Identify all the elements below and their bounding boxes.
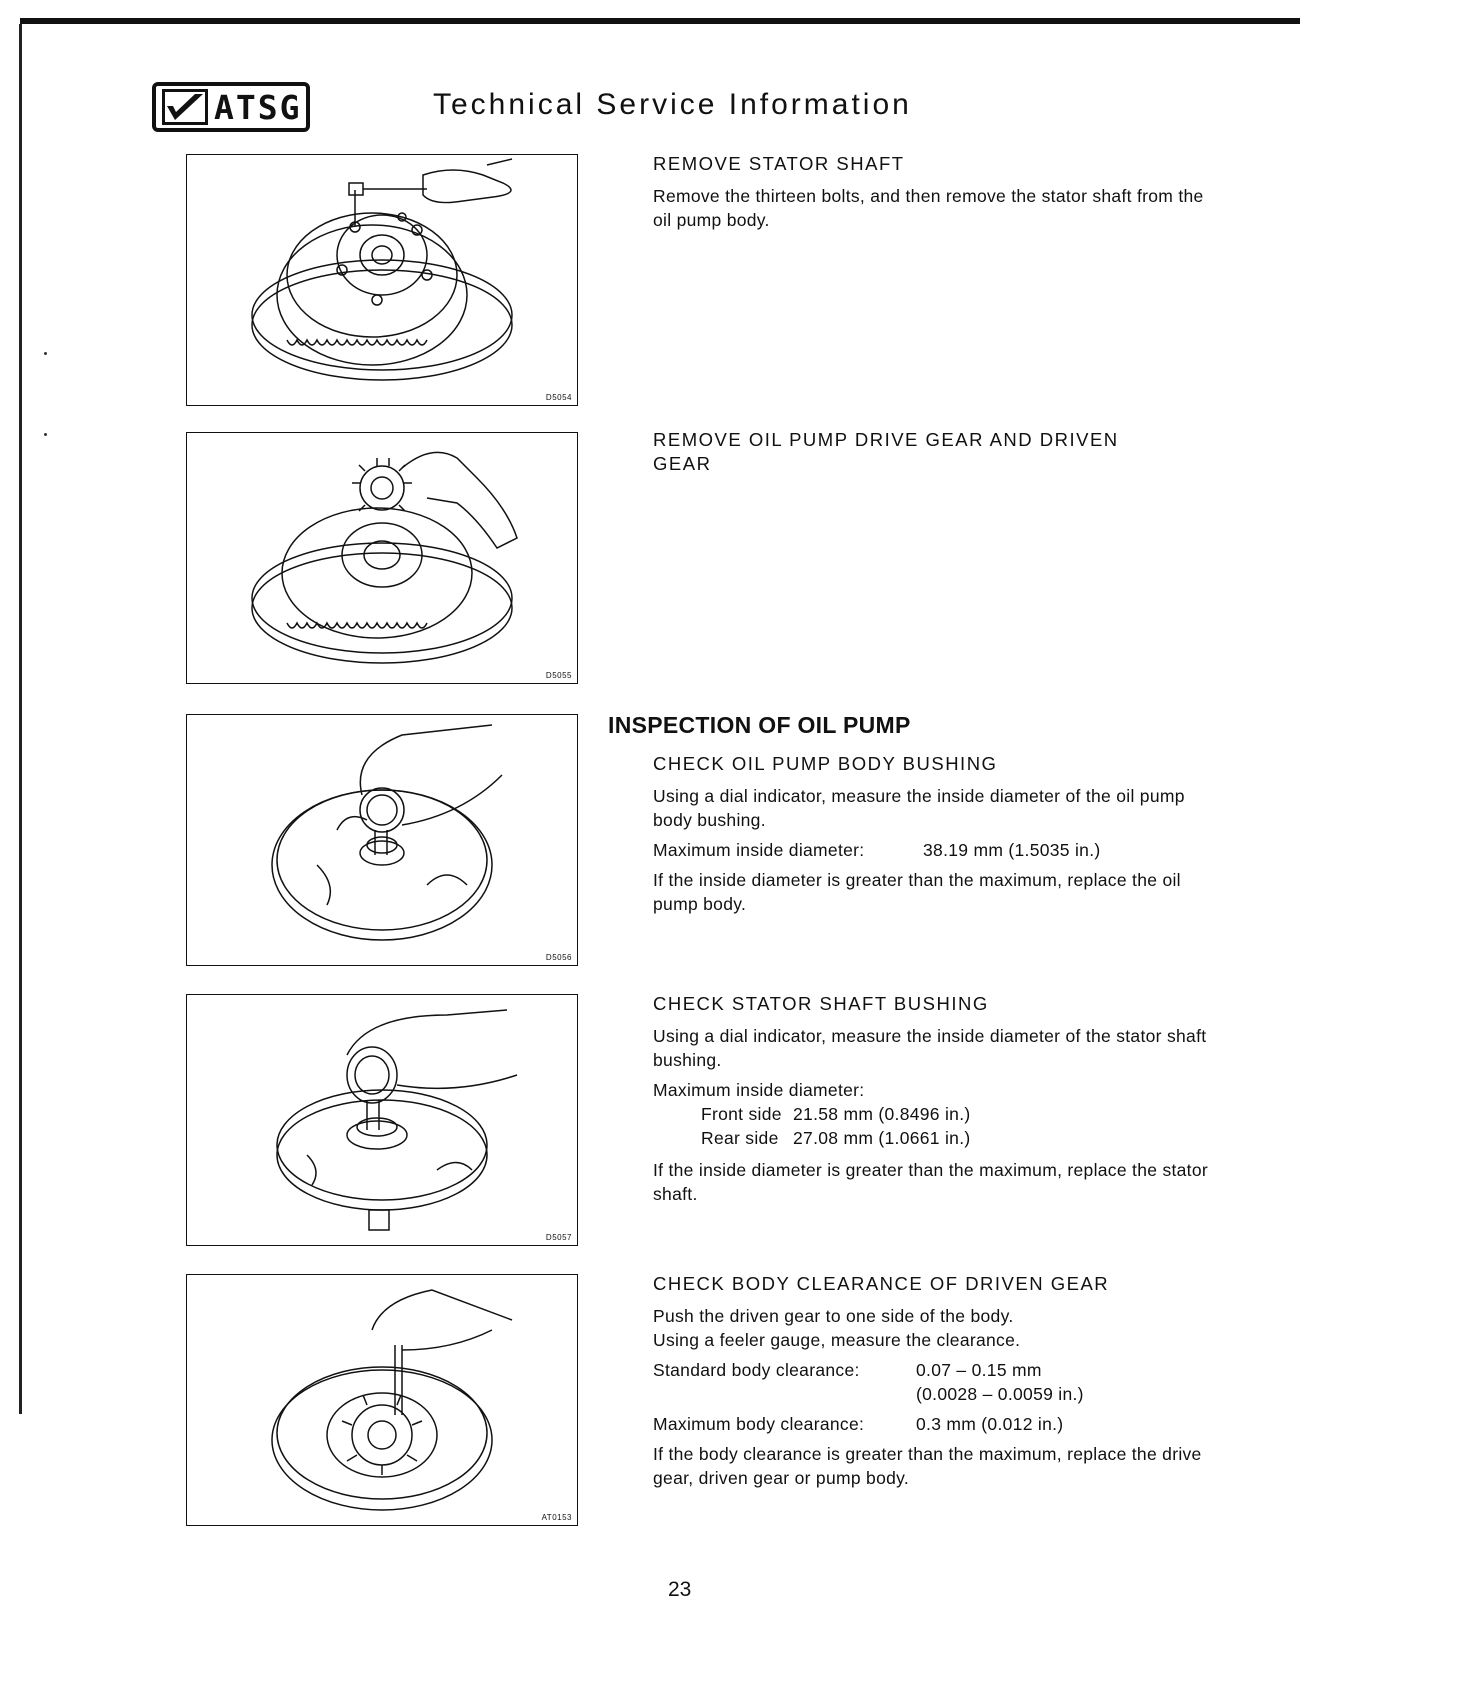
- spec-value: 38.19 mm (1.5035 in.): [923, 840, 1101, 860]
- left-rule: [19, 24, 22, 1414]
- spec-label: Maximum inside diameter:: [653, 840, 865, 860]
- note-check-clearance: If the body clearance is greater than the maximum, replace the drive gear, driven gear or pump body.: [653, 1444, 1202, 1488]
- section-remove-stator: [653, 152, 1213, 238]
- section-check-body-bushing: [653, 752, 1213, 922]
- page-number: 23: [668, 1578, 692, 1601]
- spec-rear-value: 27.08 mm (1.0661 in.): [793, 1128, 971, 1148]
- section-check-stator-bushing: [653, 992, 1213, 1212]
- scan-speck: [44, 433, 47, 436]
- para-check-stator-bushing: Using a dial indicator, measure the inside diameter of the stator shaft bushing.: [653, 1026, 1207, 1070]
- spec-row-front-side: [653, 1102, 1213, 1126]
- heading-check-body-bushing: CHECK OIL PUMP BODY BUSHING: [653, 753, 998, 774]
- scan-speck: [44, 352, 47, 355]
- heading-check-stator-bushing: CHECK STATOR SHAFT BUSHING: [653, 993, 989, 1014]
- note-check-body-bushing: If the inside diameter is greater than the maximum, replace the oil pump body.: [653, 870, 1181, 914]
- page-title: Technical Service Information: [433, 88, 912, 121]
- figure-code: D5055: [545, 671, 572, 680]
- figure-remove-stator: [186, 154, 578, 406]
- spec-row-rear-side: [653, 1126, 1213, 1150]
- feeler-gauge-driven-gear-icon: [187, 1275, 577, 1525]
- spec-front-label: Front side: [701, 1104, 782, 1124]
- oil-pump-stator-bolts-icon: [187, 155, 577, 405]
- spec-row-max-diameter: [653, 838, 1213, 862]
- spec-label: Maximum inside diameter:: [653, 1080, 865, 1100]
- checkmark-icon: [162, 89, 208, 125]
- para-check-body-bushing: Using a dial indicator, measure the inside diameter of the oil pump body bushing.: [653, 786, 1185, 830]
- spec-front-value: 21.58 mm (0.8496 in.): [793, 1104, 971, 1124]
- figure-code: D5054: [545, 393, 572, 402]
- spec-row-maximum: [653, 1412, 1213, 1436]
- para-check-clearance-1: Push the driven gear to one side of the body.: [653, 1306, 1014, 1326]
- para-remove-stator: Remove the thirteen bolts, and then remove the stator shaft from the oil pump body.: [653, 186, 1204, 230]
- section-check-clearance: [653, 1272, 1213, 1496]
- section-title-inspection: INSPECTION OF OIL PUMP: [608, 712, 911, 738]
- heading-check-clearance: CHECK BODY CLEARANCE OF DRIVEN GEAR: [653, 1273, 1110, 1294]
- section-remove-gears: [653, 428, 1213, 484]
- note-check-stator-bushing: If the inside diameter is greater than the maximum, replace the stator shaft.: [653, 1160, 1209, 1204]
- spec-rear-label: Rear side: [701, 1128, 779, 1148]
- dial-indicator-stator-shaft-icon: [187, 995, 577, 1245]
- logo-text: ATSG: [214, 87, 302, 127]
- figure-remove-gears: [186, 432, 578, 684]
- figure-code: AT0153: [541, 1513, 572, 1522]
- figure-body-bushing: [186, 714, 578, 966]
- spec-max-value: 0.3 mm (0.012 in.): [916, 1414, 1064, 1434]
- figure-stator-bushing: [186, 994, 578, 1246]
- figure-code: D5056: [545, 953, 572, 962]
- figure-code: D5057: [545, 1233, 572, 1242]
- spec-row-standard-inches: [653, 1382, 1213, 1406]
- dial-indicator-pump-body-icon: [187, 715, 577, 965]
- spec-row-standard: [653, 1358, 1213, 1382]
- spec-std-label: Standard body clearance:: [653, 1360, 860, 1380]
- heading-remove-gears-line2: GEAR: [653, 453, 712, 474]
- figure-clearance: [186, 1274, 578, 1526]
- heading-remove-stator: REMOVE STATOR SHAFT: [653, 153, 905, 174]
- atsg-logo: [152, 82, 310, 132]
- top-rule: [20, 18, 1300, 24]
- spec-std-value-1: 0.07 – 0.15 mm: [916, 1360, 1042, 1380]
- spec-max-label: Maximum body clearance:: [653, 1414, 865, 1434]
- spec-std-value-2: (0.0028 – 0.0059 in.): [916, 1384, 1084, 1404]
- heading-remove-gears-line1: REMOVE OIL PUMP DRIVE GEAR AND DRIVEN: [653, 429, 1119, 450]
- oil-pump-drive-gear-icon: [187, 433, 577, 683]
- para-check-clearance-2: Using a feeler gauge, measure the clearance.: [653, 1330, 1021, 1350]
